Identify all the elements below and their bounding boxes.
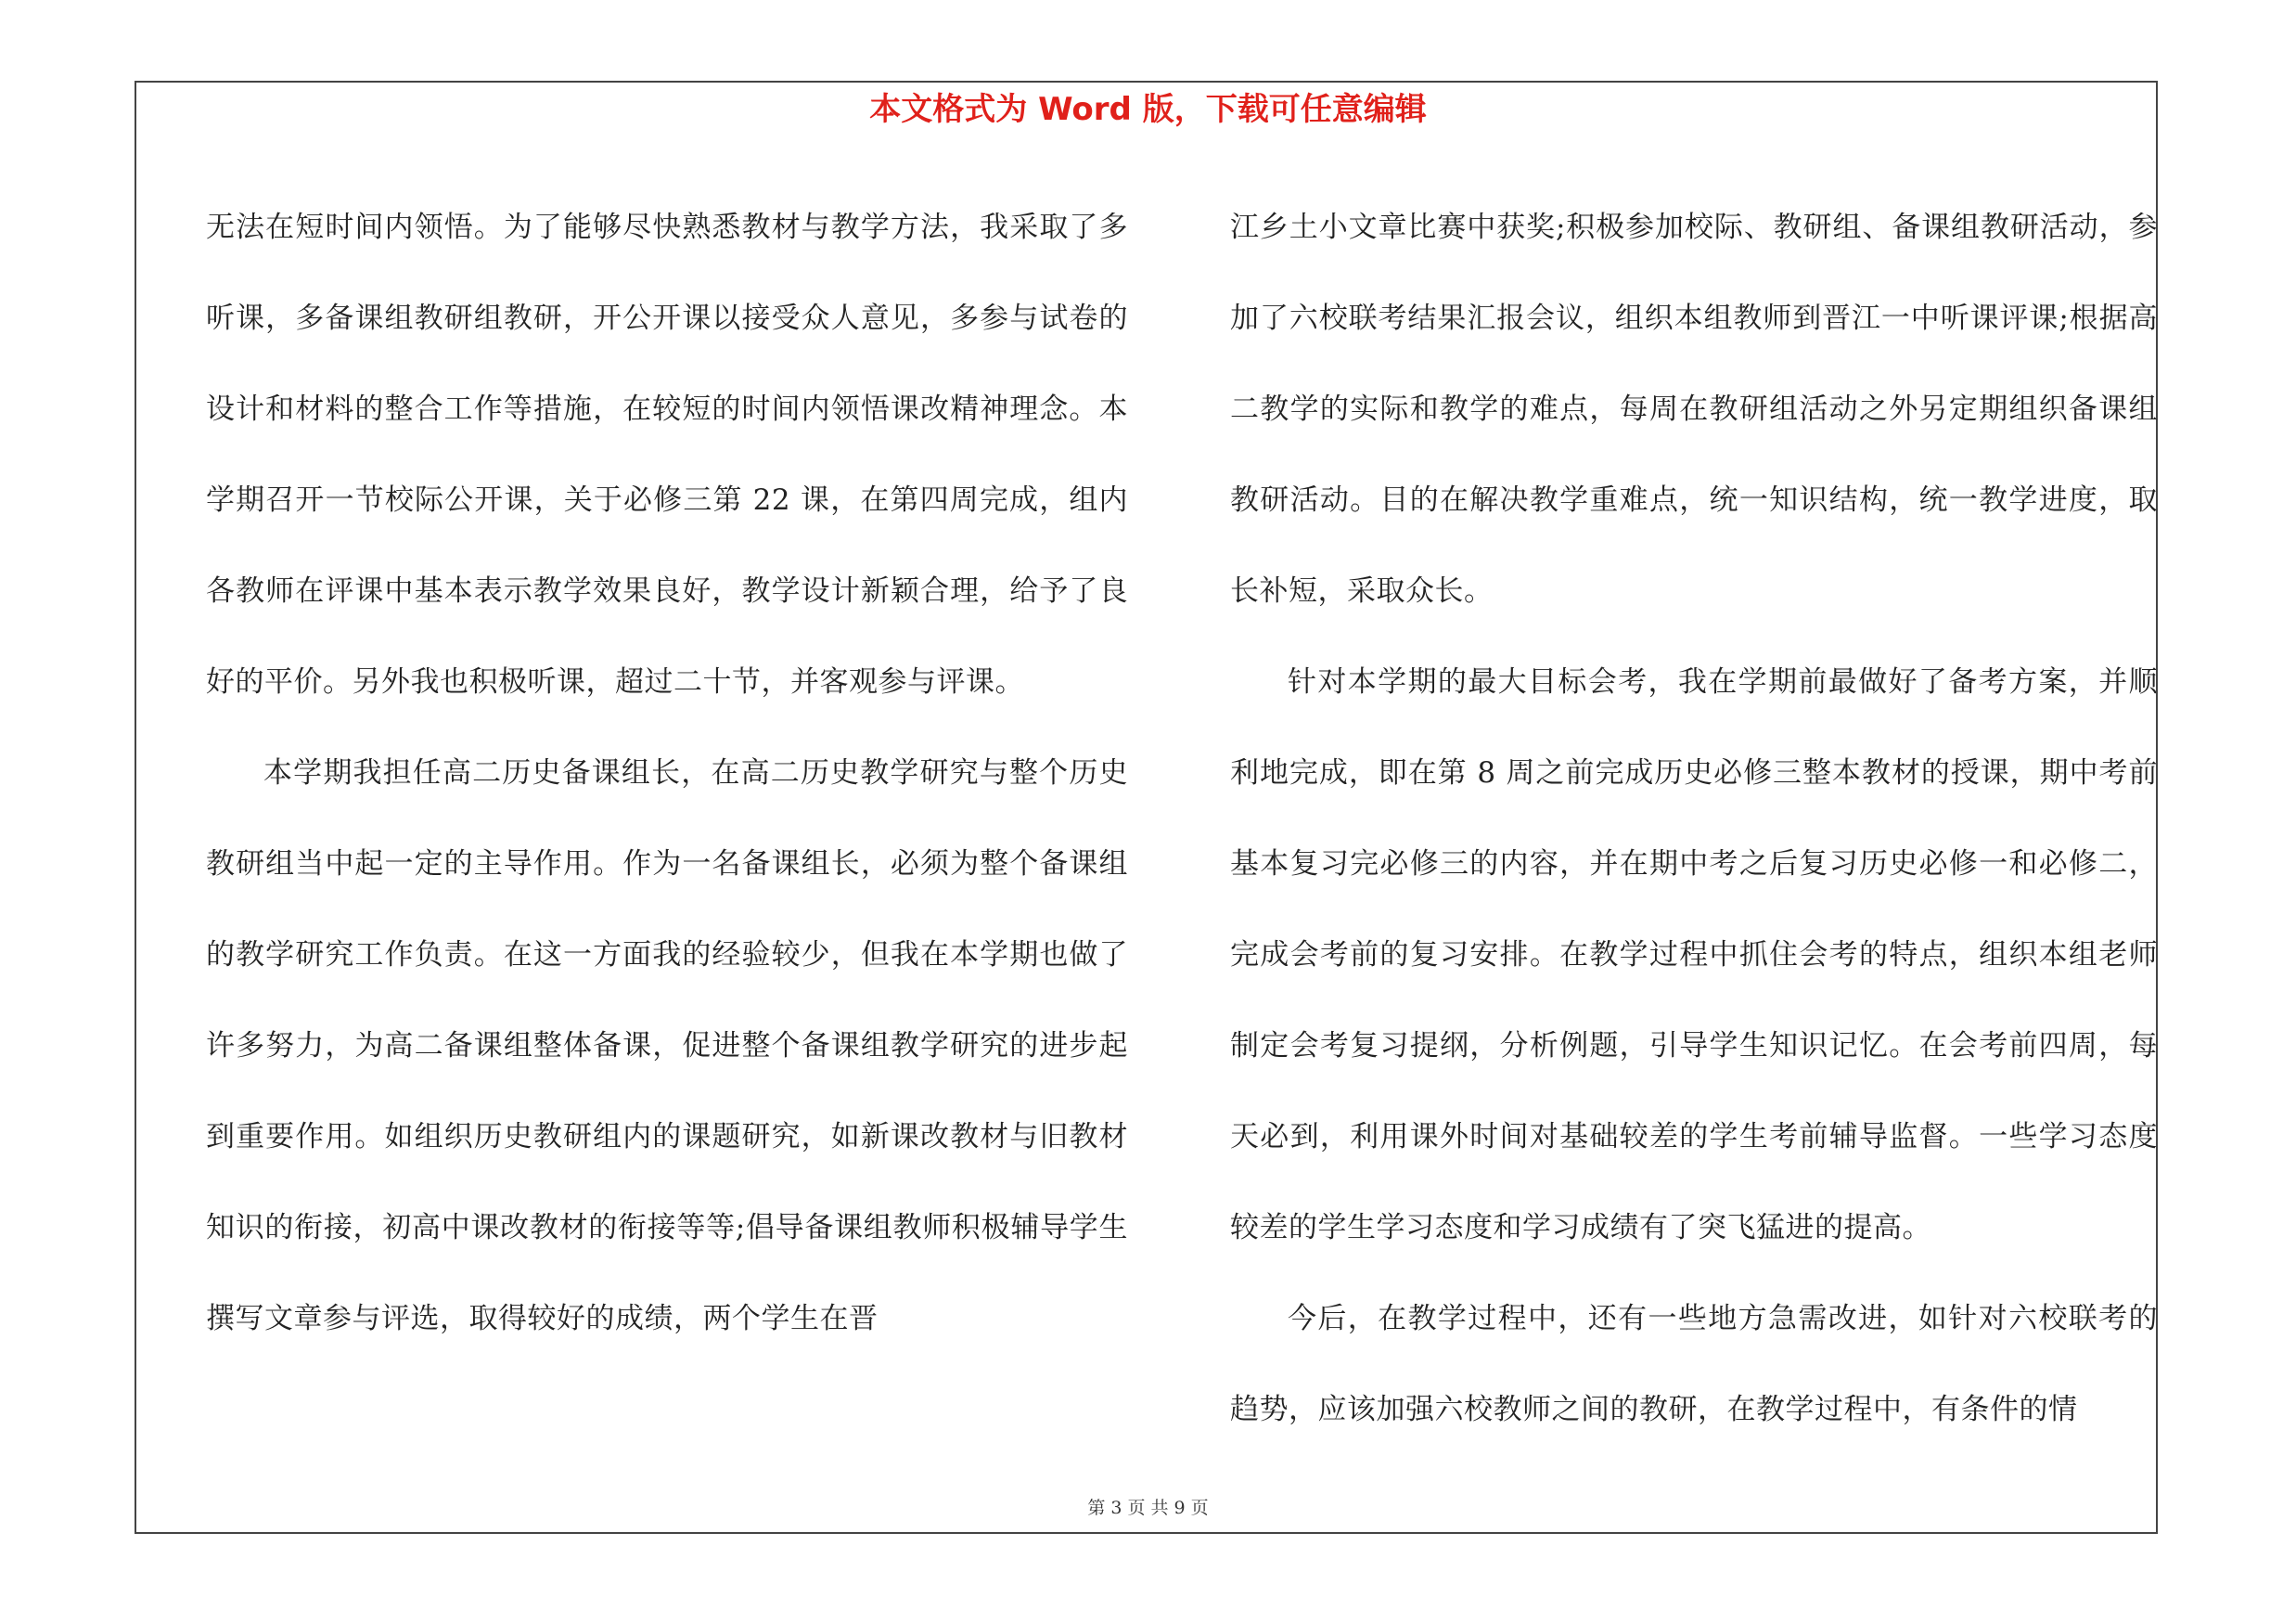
page-number: 第 3 页 共 9 页 — [1087, 1498, 1209, 1518]
format-banner: 本文格式为 Word 版，下载可任意编辑 — [869, 91, 1427, 128]
paragraph: 江乡土小文章比赛中获奖;积极参加校际、教研组、备课组教研活动，参加了六校联考结果汇报会议，组织本组教师到晋江一中听课评课;根据高二教学的实际和教学的难点，每周在教研组活动之外另定期组织备课组教研活动。目的在解决教学重难点，统一知识结构，统一教学进度，取长补短，采取众长。 — [1230, 211, 2158, 608]
right-column — [1230, 182, 2158, 1455]
paragraph: 针对本学期的最大目标会考，我在学期前最做好了备考方案，并顺利地完成，即在第 8 周之前完成历史必修三整本教材的授课，期中考前基本复习完必修三的内容，并在期中考之后复习历史必修一和必修二，完成会考前的复习安排。在教学过程中抓住会考的特点，组织本组老师制定会考复习提纲，分析例题，引导学生知识记忆。在会考前四周，每天必到，利用课外时间对基础较差的学生考前辅导监督。一些学习态度较差的学生学习态度和学习成绩有了突飞猛进的提高。 — [1230, 665, 2158, 1244]
paragraph: 今后，在教学过程中，还有一些地方急需改进，如针对六校联考的趋势，应该加强六校教师之间的教研，在教学过程中，有条件的情 — [1230, 1302, 2158, 1426]
paragraph: 无法在短时间内领悟。为了能够尽快熟悉教材与教学方法，我采取了多听课，多备课组教研组教研，开公开课以接受众人意见，多参与试卷的设计和材料的整合工作等措施，在较短的时间内领悟课改精神理念。本学期召开一节校际公开课，关于必修三第 22 课，在第四周完成，组内各教师在评课中基本表示教学效果良好，教学设计新颖合理，给予了良好的平价。另外我也积极听课，超过二十节，并客观参与评课。 — [206, 211, 1128, 699]
left-column — [206, 182, 1128, 1364]
paragraph: 本学期我担任高二历史备课组长，在高二历史教学研究与整个历史教研组当中起一定的主导作用。作为一名备课组长，必须为整个备课组的教学研究工作负责。在这一方面我的经验较少，但我在本学期也做了许多努力，为高二备课组整体备课，促进整个备课组教学研究的进步起到重要作用。如组织历史教研组内的课题研究，如新课改教材与旧教材知识的衔接，初高中课改教材的衔接等等;倡导备课组教师积极辅导学生撰写文章参与评选，取得较好的成绩，两个学生在晋 — [206, 756, 1128, 1335]
